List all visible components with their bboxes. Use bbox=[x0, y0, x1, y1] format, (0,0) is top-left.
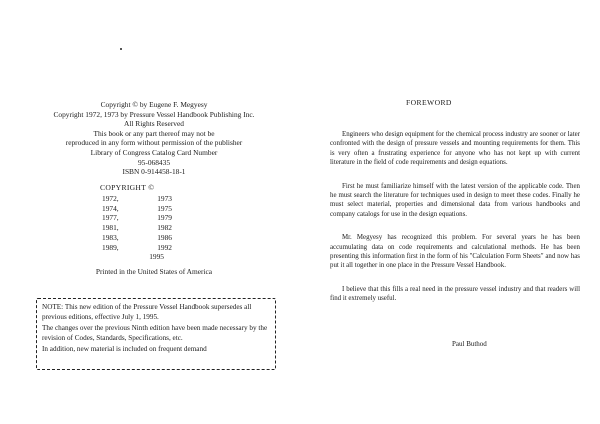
copyright-line: All Rights Reserved bbox=[124, 119, 184, 129]
foreword-title: FOREWORD bbox=[406, 98, 452, 107]
copyright-line: Copyright © by Eugene F. Megyesy bbox=[100, 100, 208, 109]
year: 1983, bbox=[102, 232, 119, 242]
year-row bbox=[102, 243, 172, 253]
year: 1989, bbox=[102, 242, 119, 252]
foreword-paragraph: First he must familiarize himself with the latest version of the applicable code. Then he must search the literature for techniques used in design to meet these codes. Finally he must select material, properties and dimensional data from various handbooks and company catalogs for use in the design equations. bbox=[330, 182, 580, 218]
year: 1975 bbox=[157, 203, 172, 213]
year: 1973 bbox=[157, 194, 172, 203]
copyright-line: Library of Congress Catalog Card Number bbox=[90, 147, 218, 157]
year: 1981, bbox=[102, 223, 119, 233]
year-row bbox=[102, 213, 172, 223]
year-row bbox=[102, 252, 172, 262]
copyright-line: This book or any part thereof may not be bbox=[93, 128, 215, 138]
year: 1995 bbox=[149, 252, 164, 262]
copyright-years bbox=[102, 194, 172, 262]
copyright-block bbox=[24, 100, 284, 177]
page-speck bbox=[120, 48, 122, 50]
printed-in: Printed in the United States of America bbox=[95, 267, 213, 276]
copyright-heading: COPYRIGHT © bbox=[100, 183, 155, 192]
year-row bbox=[102, 223, 172, 233]
year: 1979 bbox=[157, 213, 172, 223]
copyright-line: ISBN 0-914458-18-1 bbox=[122, 167, 186, 177]
foreword-paragraph: Engineers who design equipment for the chemical process industry are sooner or later confronted with the design of pressure vessels and mounting requirements for them. This is very often a frustrating experience for anyone who has not kept up with current literature in the field of code requirements and design equations. bbox=[330, 131, 580, 167]
year: 1982 bbox=[157, 223, 172, 233]
year: 1972, bbox=[102, 194, 119, 203]
copyright-line: 95-068435 bbox=[137, 157, 171, 167]
notice-paragraph: NOTE: This new edition of the Pressure Vessel Handbook supersedes all previous editions, effective July 1, 1995. bbox=[42, 303, 252, 321]
foreword-body bbox=[330, 130, 580, 318]
year: 1986 bbox=[157, 232, 172, 242]
foreword-paragraph: Mr. Megyesy has recognized this problem. For several years he has been accumulating data on code requirements and calculational methods. He has been presenting this information first in the form of his "Calculation Form Sheets" and now has put it all together in one place in the Pressure Vessel Handbook. bbox=[330, 234, 580, 270]
foreword-signature: Paul Buthod bbox=[452, 340, 487, 348]
year-row bbox=[102, 194, 172, 204]
year-row bbox=[102, 204, 172, 214]
year: 1974, bbox=[102, 203, 119, 213]
year-row bbox=[102, 233, 172, 243]
year: 1977, bbox=[102, 213, 119, 223]
foreword-paragraph: I believe that this fills a real need in the pressure vessel industry and that readers will find it extremely useful. bbox=[330, 285, 580, 303]
edition-notice-box bbox=[36, 298, 276, 370]
notice-paragraph: The changes over the previous Ninth edition have been made necessary by the revision of Codes, Standards, Specifications, etc. bbox=[42, 324, 268, 342]
copyright-line: Copyright 1972, 1973 by Pressure Vessel Handbook Publishing Inc. bbox=[53, 109, 255, 119]
copyright-line: reproduced in any form without permission of the publisher bbox=[65, 138, 243, 148]
notice-paragraph: In addition, new material is included on frequent demand bbox=[42, 345, 207, 354]
year: 1992 bbox=[157, 242, 172, 252]
